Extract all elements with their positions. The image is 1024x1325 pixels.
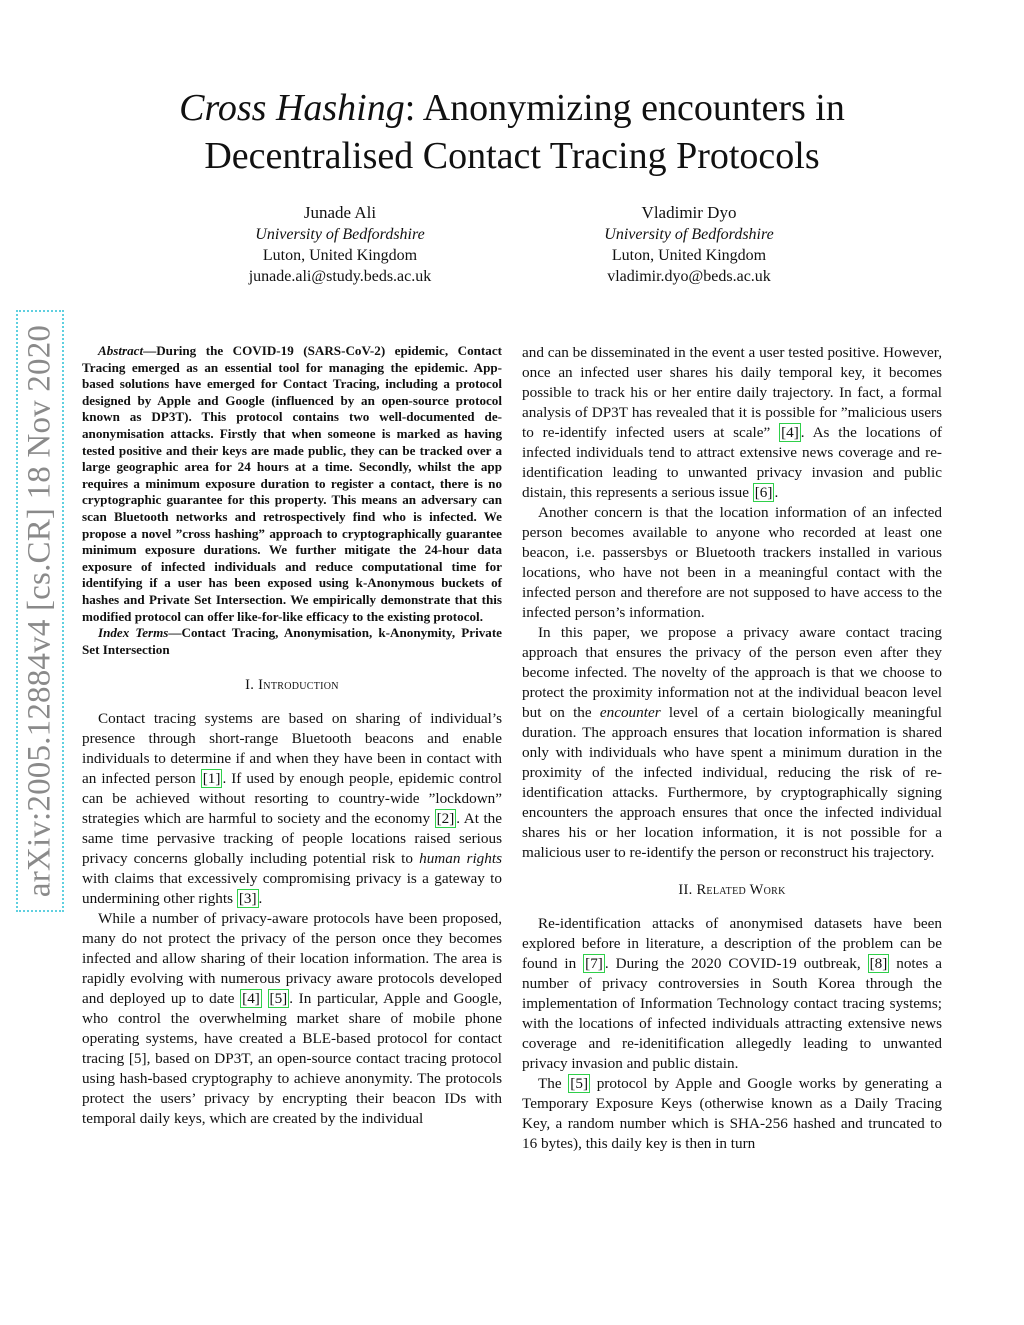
citation-link[interactable]: [5] <box>570 1075 589 1092</box>
author-name: Vladimir Dyo <box>641 203 737 222</box>
author-affiliation: University of Bedfordshire <box>255 226 425 243</box>
title-italic: Cross Hashing <box>179 87 405 129</box>
abstract-label: Abstract <box>98 343 144 358</box>
author-affiliation: University of Bedfordshire <box>604 226 774 243</box>
citation-link[interactable]: [8] <box>869 955 888 972</box>
intro-paragraph-4: Another concern is that the location information of an infected person becomes available to anyone who recorded at least one beacon, i.e. passersbys or Bluetooth trackers installed in various locations, who have not been in a meaningful contact with the infected person and therefore are not supposed to have access to the infected person’s information. <box>522 504 942 621</box>
author-location: Luton, United Kingdom <box>611 247 767 264</box>
related-paragraph-2: The [5] protocol by Apple and Google works by generating a Temporary Exposure Keys (otherwise known as a Daily Tracing Key, a random number which is SHA-256 hashed and truncated to 16 bytes), this daily key is then in turn <box>522 1075 942 1152</box>
index-terms-label: Index Terms <box>98 625 169 641</box>
intro-paragraph-3: and can be disseminated in the event a user tested positive. However, once an infected user shares his daily temporal key, it becomes possible to track his or her entire daily trajectory. In fact, a formal analysis of DP3T has revealed that it is possible for ”malicious users to re-identify infected users at scale” [4] . As the locations of infected individuals tend to attract extensive news coverage and re-identification leading to unwanted privacy invasion and public distain, this represents a serious issue [6] . <box>522 344 942 501</box>
intro-paragraph-5: In this paper, we propose a privacy aware contact tracing approach that ensures the privacy of the person even after they become infected. The novelty of the approach is that we choose to protect the proximity information not at the individual beacon level but on the encounter level of a certain biologically meaningful duration. The approach ensures that location information is shared only with individuals who have spent a minimum duration in the proximity of the infected individual, reducing the risk of re-identification attacks. Furthermore, by cryptographically signing encounters the approach ensures that once the infected individual shares his or her location information, it is not possible for a malicious user to re-identify the person or reconstruct his trajectory. <box>522 624 942 861</box>
citation-link[interactable]: [3] <box>238 890 257 908</box>
author-email: junade.ali@study.beds.ac.uk <box>248 268 432 285</box>
citation-link[interactable]: [5] <box>269 990 288 1008</box>
title-line2: Decentralised Contact Tracing Protocols <box>204 135 820 177</box>
abstract <box>82 343 502 625</box>
citation-link[interactable]: [1] <box>202 770 221 788</box>
author-location: Luton, United Kingdom <box>262 247 418 264</box>
citation-link[interactable]: [4] <box>781 424 799 441</box>
citation-link[interactable]: [7] <box>585 955 603 972</box>
author-email: vladimir.dyo@beds.ac.uk <box>607 268 771 285</box>
citation-link[interactable]: [2] <box>436 810 455 828</box>
abstract-text: —During the COVID-19 (SARS-CoV-2) epidemic, Contact Tracing emerged as an essential tool for managing the epidemic. App-based solutions have emerged for Contact Tracing, including a protocol designed by Apple and Google (influenced by an open-source protocol known as DP3T). This protocol contains two well-documented de-anonymisation attacks. Firstly that when someone is marked as having tested positive and their keys are made public, they can be tracked over a large geographic area for 24 hours at a time. Secondly, whilst the app requires a minimum exposure duration to register a contact, there is no cryptographic guarantee for this property. This means an adversary can scan Bluetooth networks and retrospectively find who is infected. We propose a novel ”cross hashing” approach to cryptographically guarantee minimum exposure durations. We further mitigate the 24-hour data exposure of infected individuals and reduce computational time for identifying if a user has been exposed using k-Anonymous buckets of hashes and Private Set Intersection. We empirically demonstrate that this modified protocol can offer like-for-like efficacy to the existing protocol. <box>82 343 502 624</box>
section-heading-introduction: I. Introduction <box>245 677 339 694</box>
author-block <box>539 201 839 287</box>
author-name: Junade Ali <box>303 203 377 222</box>
paper-title <box>100 84 924 180</box>
title-rest-line1: : Anonymizing encounters in <box>404 87 845 129</box>
intro-paragraph-2: While a number of privacy-aware protocols have been proposed, many do not protect the privacy of the person once they becomes infected and allow sharing of their location information. The area is rapidly evolving with numerous privacy aware protocols developed and deployed up to date [4] [5] . In particular, Apple and Google, who control the overwhelming market share of mobile phone operating systems, have created a BLE-based protocol for contact tracing [5], based on DP3T, an open-source contact tracing protocol using hash-based cryptography to achieve anonymity. The protocols protect the users’ privacy by encrypting their beacon IDs with temporal daily keys, which are created by the individual <box>82 910 502 1128</box>
section-heading-related-work: II. Related Work <box>678 882 786 898</box>
index-terms-text: —Contact Tracing, Anonymisation, k-Anonymity, Private Set Intersection <box>82 625 502 657</box>
related-paragraph-1: Re-identification attacks of anonymised datasets have been explored before in literature, a description of the problem can be found in [7] . During the 2020 COVID-19 outbreak, [8] notes a number of privacy controversies in South Korea through the implementation of Information Technology contact tracing systems; with the locations of infected individuals attracting extensive news coverage and re-idenitification allegedly leading to unwanted privacy invasion and public distain. <box>522 915 942 1072</box>
left-column <box>82 343 502 1129</box>
arxiv-identifier: arXiv:2005.12884v4 [cs.CR] 18 Nov 2020 <box>21 324 58 898</box>
arxiv-stamp <box>16 310 64 912</box>
author-block <box>190 201 490 287</box>
citation-link[interactable]: [6] <box>754 484 773 501</box>
right-column <box>522 343 942 1154</box>
citation-link[interactable]: [4] <box>242 990 260 1008</box>
index-terms <box>82 625 502 658</box>
intro-paragraph-1: Contact tracing systems are based on sharing of individual’s presence through short-range Bluetooth beacons and enable individuals to determine if and when they have been in contact with an infected person [1] . If used by enough people, epidemic control can be achieved without resorting to country-wide ”lockdown” strategies which are harmful to society and the economy [2] . At the same time pervasive tracking of people locations raised serious privacy concerns globally including potential risk to human rights with claims that excessively compromising privacy is a gateway to undermining other rights [3] . <box>82 710 503 908</box>
